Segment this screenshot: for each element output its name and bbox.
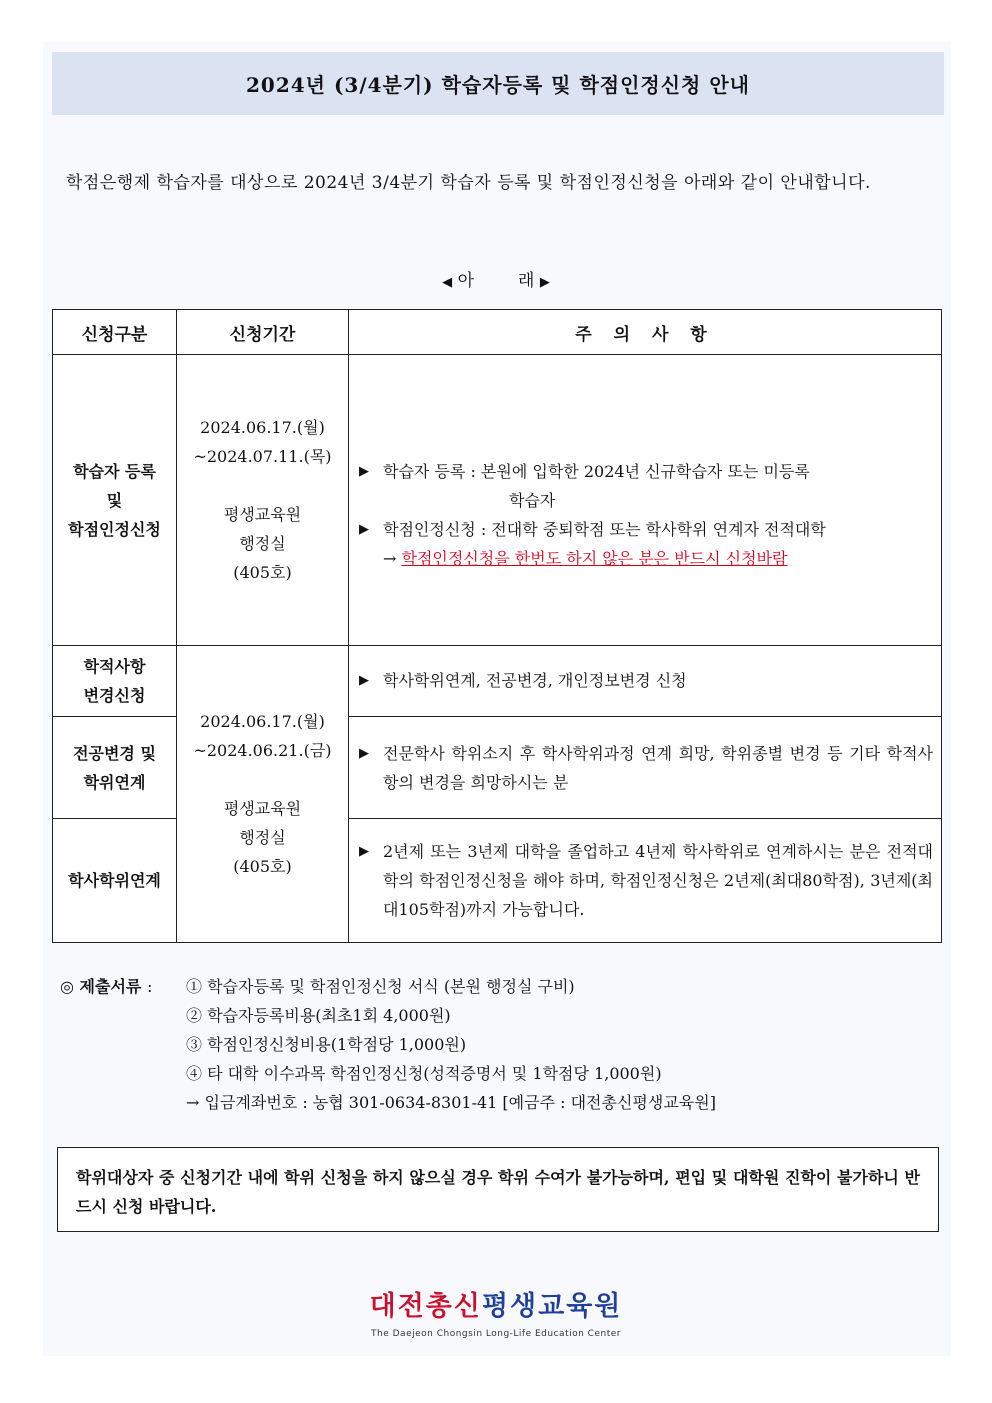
row3-category: 전공변경 및 학위연계 bbox=[53, 717, 177, 819]
list-item: ② 학습자등록비용(최초1회 4,000원) bbox=[186, 1006, 451, 1025]
header-notes: 주 의 사 항 bbox=[349, 310, 942, 355]
list-item: ③ 학점인정신청비용(1학점당 1,000원) bbox=[186, 1035, 467, 1054]
row1-notes: ▶ 학습자 등록 : 본원에 입학한 2024년 신규학습자 또는 미등록 학습자 ▶ 학점인정신청 : 전대학 중퇴학점 또는 학사학위 연계자 전적대학 → 학점인정신청을 한번도 하지 않은 분은 반드시 신청바람 bbox=[349, 355, 942, 646]
arrow-icon: → bbox=[383, 549, 397, 568]
notice-box: 학위대상자 중 신청기간 내에 학위 신청을 하지 않으실 경우 학위 수여가 불가능하며, 편입 및 대학원 진학이 불가하니 반드시 신청 바랍니다. bbox=[57, 1147, 939, 1232]
warning-text: 학점인정신청을 한번도 하지 않은 분은 반드시 신청바람 bbox=[401, 549, 788, 568]
row1-category: 학습자 등록 및 학점인정신청 bbox=[53, 355, 177, 646]
required-documents bbox=[60, 972, 940, 1117]
page-title: 2024년 (3/4분기) 학습자등록 및 학점인정신청 안내 bbox=[52, 52, 944, 115]
header-category: 신청구분 bbox=[53, 310, 177, 355]
list-item: ① 학습자등록 및 학점인정신청 서식 (본원 행정실 구비) bbox=[186, 977, 575, 996]
right-triangle-icon: ▶ bbox=[539, 275, 550, 290]
documents-label: ◎ 제출서류 : bbox=[60, 977, 153, 996]
row1-period: 2024.06.17.(월) ~2024.07.11.(목) 평생교육원 행정실 (405호) bbox=[177, 355, 349, 646]
bullet-icon: ▶ bbox=[359, 745, 369, 761]
bullet-icon: ▶ bbox=[359, 844, 369, 859]
table-row bbox=[53, 646, 942, 717]
list-item: ④ 타 대학 이수과목 학점인정신청(성적증명서 및 1학점당 1,000원) bbox=[186, 1064, 662, 1083]
row4-category: 학사학위연계 bbox=[53, 819, 177, 943]
row3-notes: ▶ 전문학사 학위소지 후 학사학위과정 연계 희망, 학위종별 변경 등 기타 학적사항의 변경을 희망하시는 분 bbox=[349, 717, 942, 819]
below-text-2: 래 bbox=[518, 271, 535, 291]
row2-notes: ▶ 학사학위연계, 전공변경, 개인정보변경 신청 bbox=[349, 646, 942, 717]
bullet-icon: ▶ bbox=[359, 673, 369, 688]
table-row bbox=[53, 355, 942, 646]
bullet-icon: ▶ bbox=[359, 464, 369, 479]
row2-category: 학적사항 변경신청 bbox=[53, 646, 177, 717]
schedule-table bbox=[52, 309, 942, 943]
table-header-row bbox=[53, 310, 942, 355]
shared-period: 2024.06.17.(월) ~2024.06.21.(금) 평생교육원 행정실 (405호) bbox=[177, 646, 349, 943]
header-period: 신청기간 bbox=[177, 310, 349, 355]
bullet-icon: ▶ bbox=[359, 522, 369, 537]
below-marker bbox=[0, 266, 992, 291]
row4-notes: ▶ 2년제 또는 3년제 대학을 졸업하고 4년제 학사학위로 연계하시는 분은 전적대학의 학점인정신청을 해야 하며, 학점인정신청은 2년제(최대80학점), 3년제(최대105학점)까지 가능합니다. bbox=[349, 819, 942, 943]
institution-logo: 대전총신평생교육원 bbox=[369, 1291, 623, 1322]
left-triangle-icon: ◀ bbox=[442, 275, 453, 290]
circle-icon: ◎ bbox=[60, 977, 74, 996]
below-text-1: 아 bbox=[457, 271, 474, 291]
institution-tagline: The Daejeon Chongsin Long-Life Education Center bbox=[371, 1329, 621, 1339]
footer bbox=[0, 1284, 992, 1339]
list-item: → 입금계좌번호 : 농협 301-0634-8301-41 [예금주 : 대전총신평생교육원] bbox=[186, 1093, 716, 1112]
intro-paragraph: 학점은행제 학습자를 대상으로 2024년 3/4분기 학습자 등록 및 학점인정신청을 아래와 같이 안내합니다. bbox=[66, 173, 871, 193]
